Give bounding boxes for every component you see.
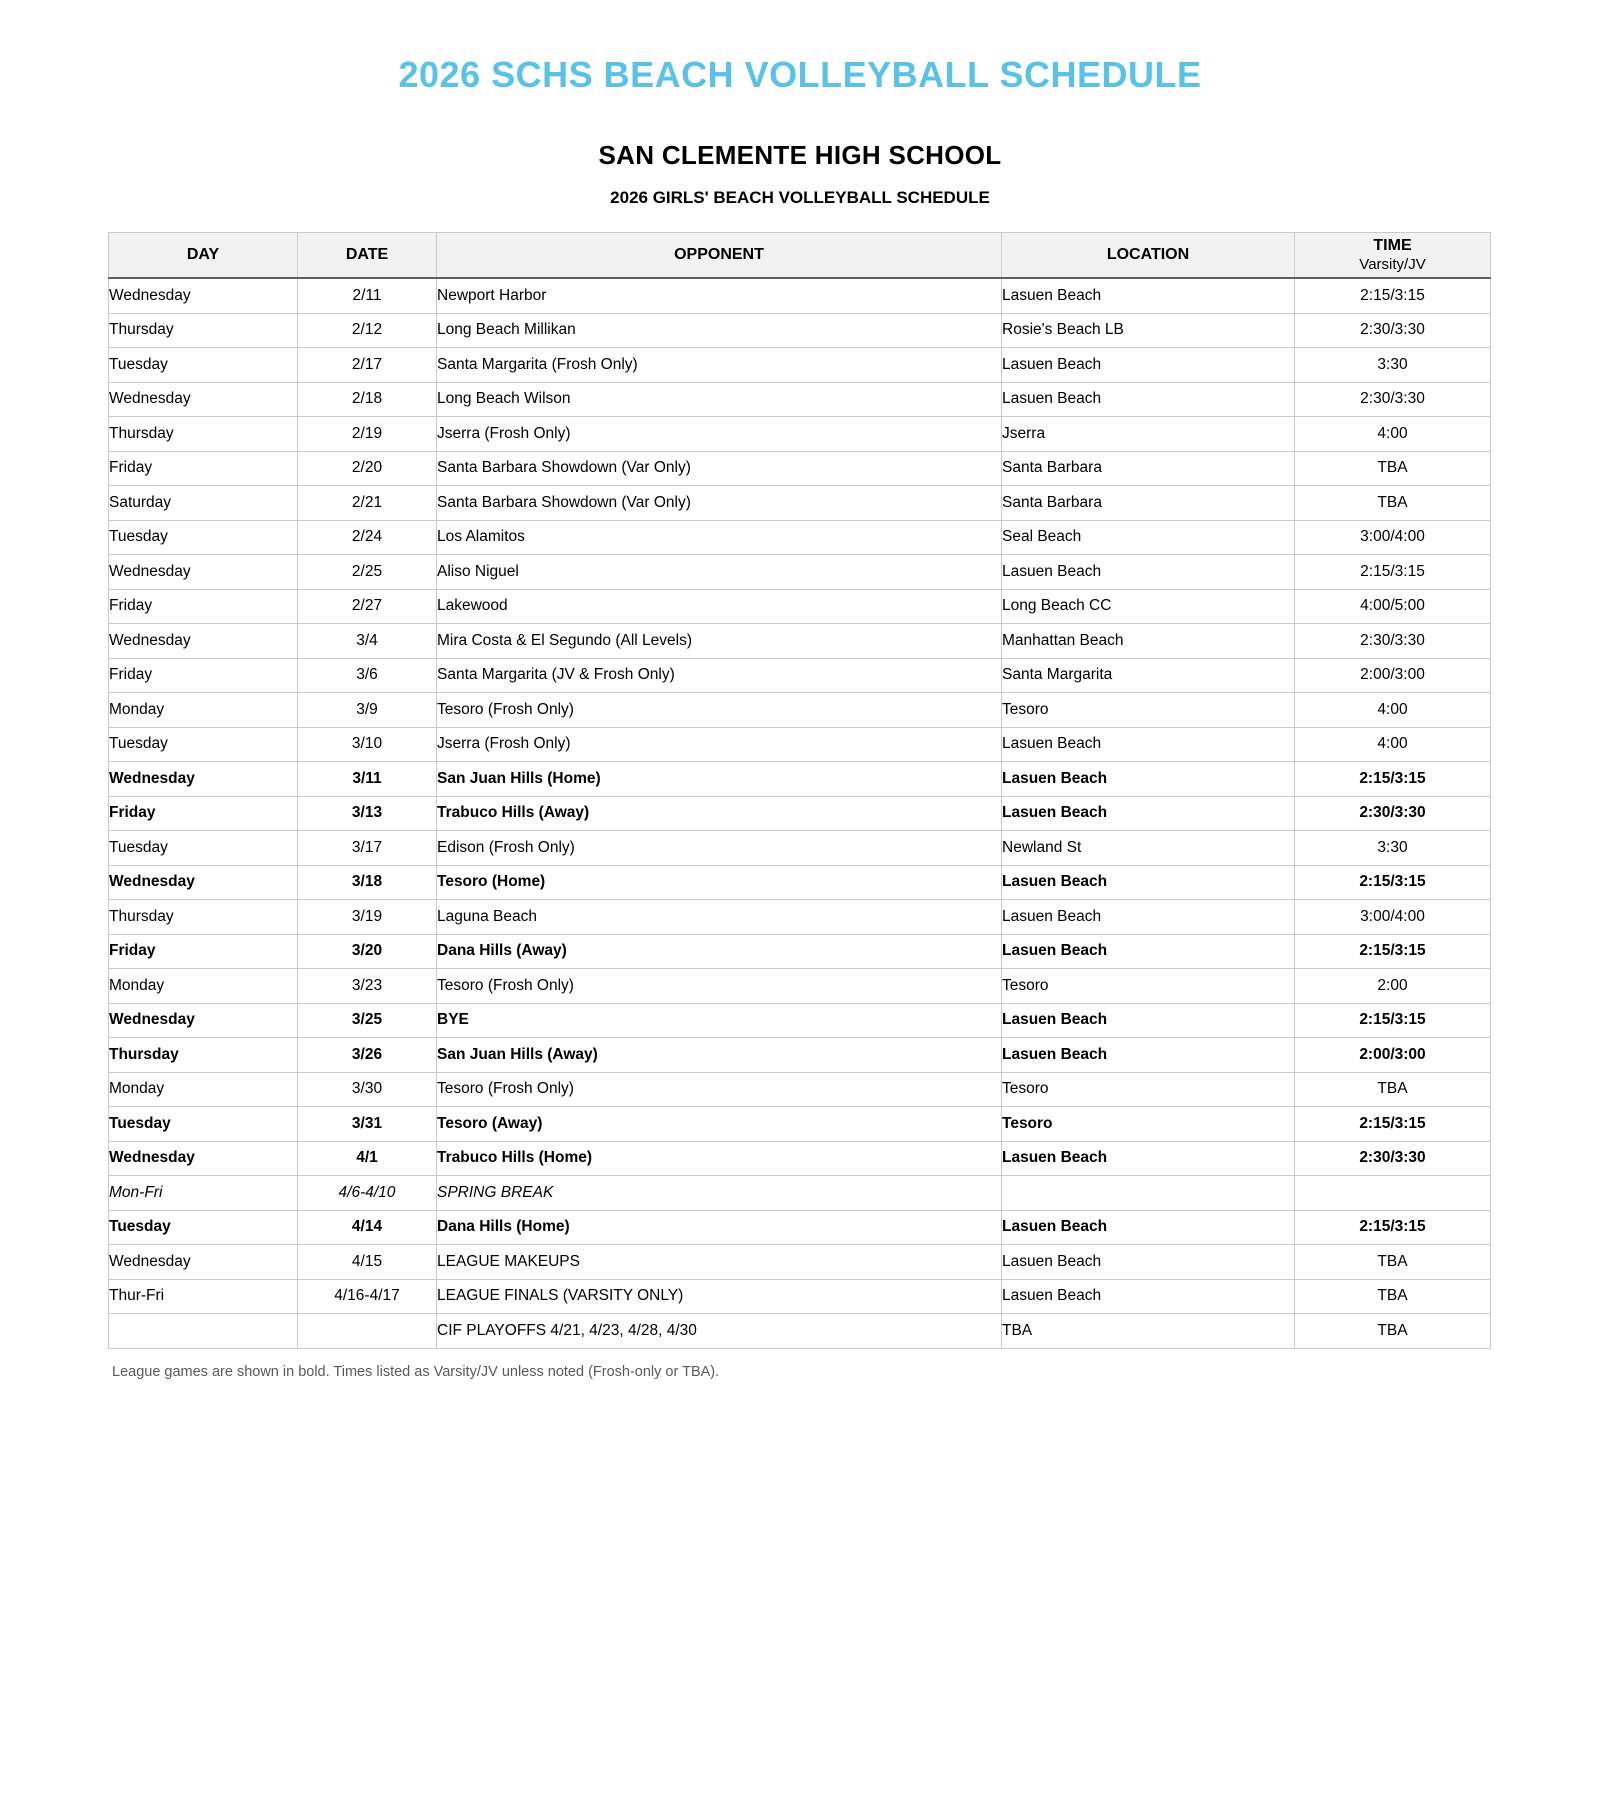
- cell-location: Manhattan Beach: [1002, 624, 1295, 659]
- cell-location: Long Beach CC: [1002, 589, 1295, 624]
- cell-opponent: Long Beach Wilson: [437, 382, 1002, 417]
- cell-day: Thursday: [109, 417, 298, 452]
- table-row: [109, 831, 1491, 866]
- cell-time: 4:00: [1295, 417, 1491, 452]
- cell-time: 3:00/4:00: [1295, 520, 1491, 555]
- cell-day: Monday: [109, 693, 298, 728]
- cell-time: TBA: [1295, 1279, 1491, 1314]
- table-row: [109, 278, 1491, 313]
- cell-location: Tesoro: [1002, 693, 1295, 728]
- cell-date: 2/27: [298, 589, 437, 624]
- cell-time: 2:15/3:15: [1295, 555, 1491, 590]
- cell-location: [1002, 1176, 1295, 1211]
- table-row: [109, 624, 1491, 659]
- cell-time: TBA: [1295, 1072, 1491, 1107]
- cell-opponent: Jserra (Frosh Only): [437, 727, 1002, 762]
- cell-location: Newland St: [1002, 831, 1295, 866]
- cell-opponent: Tesoro (Away): [437, 1107, 1002, 1142]
- cell-day: Tuesday: [109, 520, 298, 555]
- table-row: [109, 589, 1491, 624]
- cell-location: Lasuen Beach: [1002, 900, 1295, 935]
- cell-date: [298, 1314, 437, 1349]
- cell-opponent: BYE: [437, 1003, 1002, 1038]
- column-header-time: [1295, 233, 1491, 279]
- cell-opponent: Tesoro (Frosh Only): [437, 693, 1002, 728]
- table-row: [109, 417, 1491, 452]
- cell-day: Monday: [109, 969, 298, 1004]
- column-header-time-label: TIME: [1373, 237, 1412, 254]
- table-row: [109, 900, 1491, 935]
- table-row: [109, 693, 1491, 728]
- cell-opponent: Jserra (Frosh Only): [437, 417, 1002, 452]
- cell-location: Lasuen Beach: [1002, 727, 1295, 762]
- cell-date: 2/21: [298, 486, 437, 521]
- cell-opponent: Aliso Niguel: [437, 555, 1002, 590]
- cell-date: 4/1: [298, 1141, 437, 1176]
- cell-opponent: Tesoro (Frosh Only): [437, 969, 1002, 1004]
- cell-opponent: Santa Barbara Showdown (Var Only): [437, 451, 1002, 486]
- cell-opponent: Laguna Beach: [437, 900, 1002, 935]
- cell-date: 4/6-4/10: [298, 1176, 437, 1211]
- table-row: [109, 1314, 1491, 1349]
- cell-day: [109, 1314, 298, 1349]
- cell-date: 3/10: [298, 727, 437, 762]
- cell-location: Lasuen Beach: [1002, 555, 1295, 590]
- table-row: [109, 762, 1491, 797]
- cell-date: 3/20: [298, 934, 437, 969]
- cell-date: 2/11: [298, 278, 437, 313]
- page-title: 2026 SCHS BEACH VOLLEYBALL SCHEDULE: [398, 54, 1202, 95]
- table-row: [109, 555, 1491, 590]
- cell-location: Santa Barbara: [1002, 451, 1295, 486]
- cell-day: Friday: [109, 796, 298, 831]
- cell-time: 4:00: [1295, 693, 1491, 728]
- cell-day: Tuesday: [109, 348, 298, 383]
- cell-opponent: Dana Hills (Away): [437, 934, 1002, 969]
- table-row: [109, 1210, 1491, 1245]
- cell-time: [1295, 1176, 1491, 1211]
- cell-date: 4/14: [298, 1210, 437, 1245]
- cell-time: 2:15/3:15: [1295, 278, 1491, 313]
- cell-date: 3/18: [298, 865, 437, 900]
- cell-opponent: Edison (Frosh Only): [437, 831, 1002, 866]
- cell-opponent: CIF PLAYOFFS 4/21, 4/23, 4/28, 4/30: [437, 1314, 1002, 1349]
- cell-day: Wednesday: [109, 1141, 298, 1176]
- cell-date: 3/11: [298, 762, 437, 797]
- cell-date: 2/19: [298, 417, 437, 452]
- cell-opponent: Mira Costa & El Segundo (All Levels): [437, 624, 1002, 659]
- cell-time: 2:30/3:30: [1295, 1141, 1491, 1176]
- cell-location: Lasuen Beach: [1002, 1141, 1295, 1176]
- cell-location: Tesoro: [1002, 1107, 1295, 1142]
- cell-date: 2/25: [298, 555, 437, 590]
- cell-date: 4/15: [298, 1245, 437, 1280]
- cell-opponent: Long Beach Millikan: [437, 313, 1002, 348]
- cell-date: 2/20: [298, 451, 437, 486]
- cell-time: 2:30/3:30: [1295, 624, 1491, 659]
- cell-opponent: Los Alamitos: [437, 520, 1002, 555]
- cell-date: 3/25: [298, 1003, 437, 1038]
- cell-opponent: Trabuco Hills (Away): [437, 796, 1002, 831]
- table-row: [109, 486, 1491, 521]
- cell-time: 3:30: [1295, 348, 1491, 383]
- cell-time: 2:30/3:30: [1295, 313, 1491, 348]
- cell-location: Lasuen Beach: [1002, 934, 1295, 969]
- table-row: [109, 865, 1491, 900]
- cell-day: Tuesday: [109, 1107, 298, 1142]
- cell-time: 2:15/3:15: [1295, 1003, 1491, 1038]
- cell-location: Tesoro: [1002, 969, 1295, 1004]
- cell-time: 3:00/4:00: [1295, 900, 1491, 935]
- table-row: [109, 382, 1491, 417]
- schedule-table-body: [109, 278, 1491, 1348]
- cell-day: Monday: [109, 1072, 298, 1107]
- table-row: [109, 1176, 1491, 1211]
- cell-date: 3/31: [298, 1107, 437, 1142]
- cell-day: Thur-Fri: [109, 1279, 298, 1314]
- cell-location: Lasuen Beach: [1002, 796, 1295, 831]
- cell-time: 3:30: [1295, 831, 1491, 866]
- cell-date: 3/30: [298, 1072, 437, 1107]
- column-header-time-sublabel: Varsity/JV: [1359, 256, 1426, 273]
- cell-day: Tuesday: [109, 831, 298, 866]
- cell-opponent: Trabuco Hills (Home): [437, 1141, 1002, 1176]
- cell-location: Lasuen Beach: [1002, 762, 1295, 797]
- cell-time: TBA: [1295, 1314, 1491, 1349]
- cell-date: 3/9: [298, 693, 437, 728]
- cell-location: Lasuen Beach: [1002, 1003, 1295, 1038]
- cell-time: 4:00/5:00: [1295, 589, 1491, 624]
- cell-location: Lasuen Beach: [1002, 348, 1295, 383]
- cell-day: Saturday: [109, 486, 298, 521]
- cell-time: 2:30/3:30: [1295, 796, 1491, 831]
- cell-day: Wednesday: [109, 555, 298, 590]
- cell-opponent: San Juan Hills (Home): [437, 762, 1002, 797]
- table-row: [109, 451, 1491, 486]
- header-row: [109, 233, 1491, 279]
- cell-date: 3/26: [298, 1038, 437, 1073]
- table-row: [109, 1038, 1491, 1073]
- cell-time: 2:00/3:00: [1295, 658, 1491, 693]
- cell-opponent: Santa Barbara Showdown (Var Only): [437, 486, 1002, 521]
- cell-time: 2:15/3:15: [1295, 1210, 1491, 1245]
- cell-date: 3/6: [298, 658, 437, 693]
- cell-location: Jserra: [1002, 417, 1295, 452]
- column-header-day: DAY: [109, 233, 298, 279]
- cell-location: Lasuen Beach: [1002, 1038, 1295, 1073]
- cell-day: Mon-Fri: [109, 1176, 298, 1211]
- table-row: [109, 313, 1491, 348]
- cell-day: Thursday: [109, 1038, 298, 1073]
- cell-time: 2:30/3:30: [1295, 382, 1491, 417]
- cell-opponent: San Juan Hills (Away): [437, 1038, 1002, 1073]
- table-row: [109, 1003, 1491, 1038]
- school-title: SAN CLEMENTE HIGH SCHOOL: [598, 140, 1002, 170]
- cell-day: Friday: [109, 658, 298, 693]
- cell-date: 3/23: [298, 969, 437, 1004]
- table-row: [109, 520, 1491, 555]
- cell-opponent: LEAGUE FINALS (VARSITY ONLY): [437, 1279, 1002, 1314]
- cell-day: Wednesday: [109, 1003, 298, 1038]
- table-row: [109, 1279, 1491, 1314]
- cell-day: Thursday: [109, 900, 298, 935]
- cell-opponent: Santa Margarita (JV & Frosh Only): [437, 658, 1002, 693]
- cell-day: Wednesday: [109, 382, 298, 417]
- cell-opponent: Santa Margarita (Frosh Only): [437, 348, 1002, 383]
- cell-time: 2:15/3:15: [1295, 762, 1491, 797]
- cell-opponent: Tesoro (Home): [437, 865, 1002, 900]
- cell-day: Wednesday: [109, 624, 298, 659]
- table-row: [109, 348, 1491, 383]
- cell-location: Lasuen Beach: [1002, 1279, 1295, 1314]
- cell-day: Wednesday: [109, 865, 298, 900]
- cell-date: 3/13: [298, 796, 437, 831]
- schedule-table: [108, 232, 1491, 1349]
- column-header-location: LOCATION: [1002, 233, 1295, 279]
- cell-day: Thursday: [109, 313, 298, 348]
- cell-location: Rosie's Beach LB: [1002, 313, 1295, 348]
- footnote: League games are shown in bold. Times listed as Varsity/JV unless noted (Frosh-only or TBA).: [112, 1363, 720, 1380]
- cell-time: 2:00: [1295, 969, 1491, 1004]
- cell-time: 2:15/3:15: [1295, 1107, 1491, 1142]
- cell-time: TBA: [1295, 486, 1491, 521]
- cell-date: 3/17: [298, 831, 437, 866]
- cell-location: Tesoro: [1002, 1072, 1295, 1107]
- cell-date: 2/18: [298, 382, 437, 417]
- cell-opponent: SPRING BREAK: [437, 1176, 1002, 1211]
- cell-day: Tuesday: [109, 1210, 298, 1245]
- column-header-opponent: OPPONENT: [437, 233, 1002, 279]
- cell-location: Santa Barbara: [1002, 486, 1295, 521]
- cell-location: Seal Beach: [1002, 520, 1295, 555]
- schedule-subtitle: 2026 GIRLS' BEACH VOLLEYBALL SCHEDULE: [610, 188, 990, 207]
- cell-opponent: Tesoro (Frosh Only): [437, 1072, 1002, 1107]
- cell-date: 3/19: [298, 900, 437, 935]
- cell-location: Lasuen Beach: [1002, 865, 1295, 900]
- cell-location: Santa Margarita: [1002, 658, 1295, 693]
- cell-day: Wednesday: [109, 278, 298, 313]
- cell-opponent: Dana Hills (Home): [437, 1210, 1002, 1245]
- cell-opponent: Lakewood: [437, 589, 1002, 624]
- table-row: [109, 1245, 1491, 1280]
- cell-day: Tuesday: [109, 727, 298, 762]
- cell-day: Friday: [109, 451, 298, 486]
- cell-time: 2:00/3:00: [1295, 1038, 1491, 1073]
- cell-opponent: LEAGUE MAKEUPS: [437, 1245, 1002, 1280]
- table-row: [109, 1107, 1491, 1142]
- cell-date: 2/12: [298, 313, 437, 348]
- cell-location: Lasuen Beach: [1002, 382, 1295, 417]
- cell-time: TBA: [1295, 451, 1491, 486]
- cell-day: Friday: [109, 589, 298, 624]
- cell-date: 2/17: [298, 348, 437, 383]
- cell-day: Friday: [109, 934, 298, 969]
- table-row: [109, 727, 1491, 762]
- cell-time: 2:15/3:15: [1295, 865, 1491, 900]
- cell-date: 4/16-4/17: [298, 1279, 437, 1314]
- column-header-date: DATE: [298, 233, 437, 279]
- table-row: [109, 934, 1491, 969]
- cell-time: 2:15/3:15: [1295, 934, 1491, 969]
- cell-location: Lasuen Beach: [1002, 1210, 1295, 1245]
- cell-date: 2/24: [298, 520, 437, 555]
- cell-day: Wednesday: [109, 1245, 298, 1280]
- cell-location: TBA: [1002, 1314, 1295, 1349]
- cell-date: 3/4: [298, 624, 437, 659]
- cell-location: Lasuen Beach: [1002, 278, 1295, 313]
- cell-opponent: Newport Harbor: [437, 278, 1002, 313]
- table-row: [109, 969, 1491, 1004]
- table-row: [109, 1141, 1491, 1176]
- table-row: [109, 658, 1491, 693]
- table-row: [109, 1072, 1491, 1107]
- cell-time: 4:00: [1295, 727, 1491, 762]
- table-row: [109, 796, 1491, 831]
- cell-day: Wednesday: [109, 762, 298, 797]
- cell-time: TBA: [1295, 1245, 1491, 1280]
- cell-location: Lasuen Beach: [1002, 1245, 1295, 1280]
